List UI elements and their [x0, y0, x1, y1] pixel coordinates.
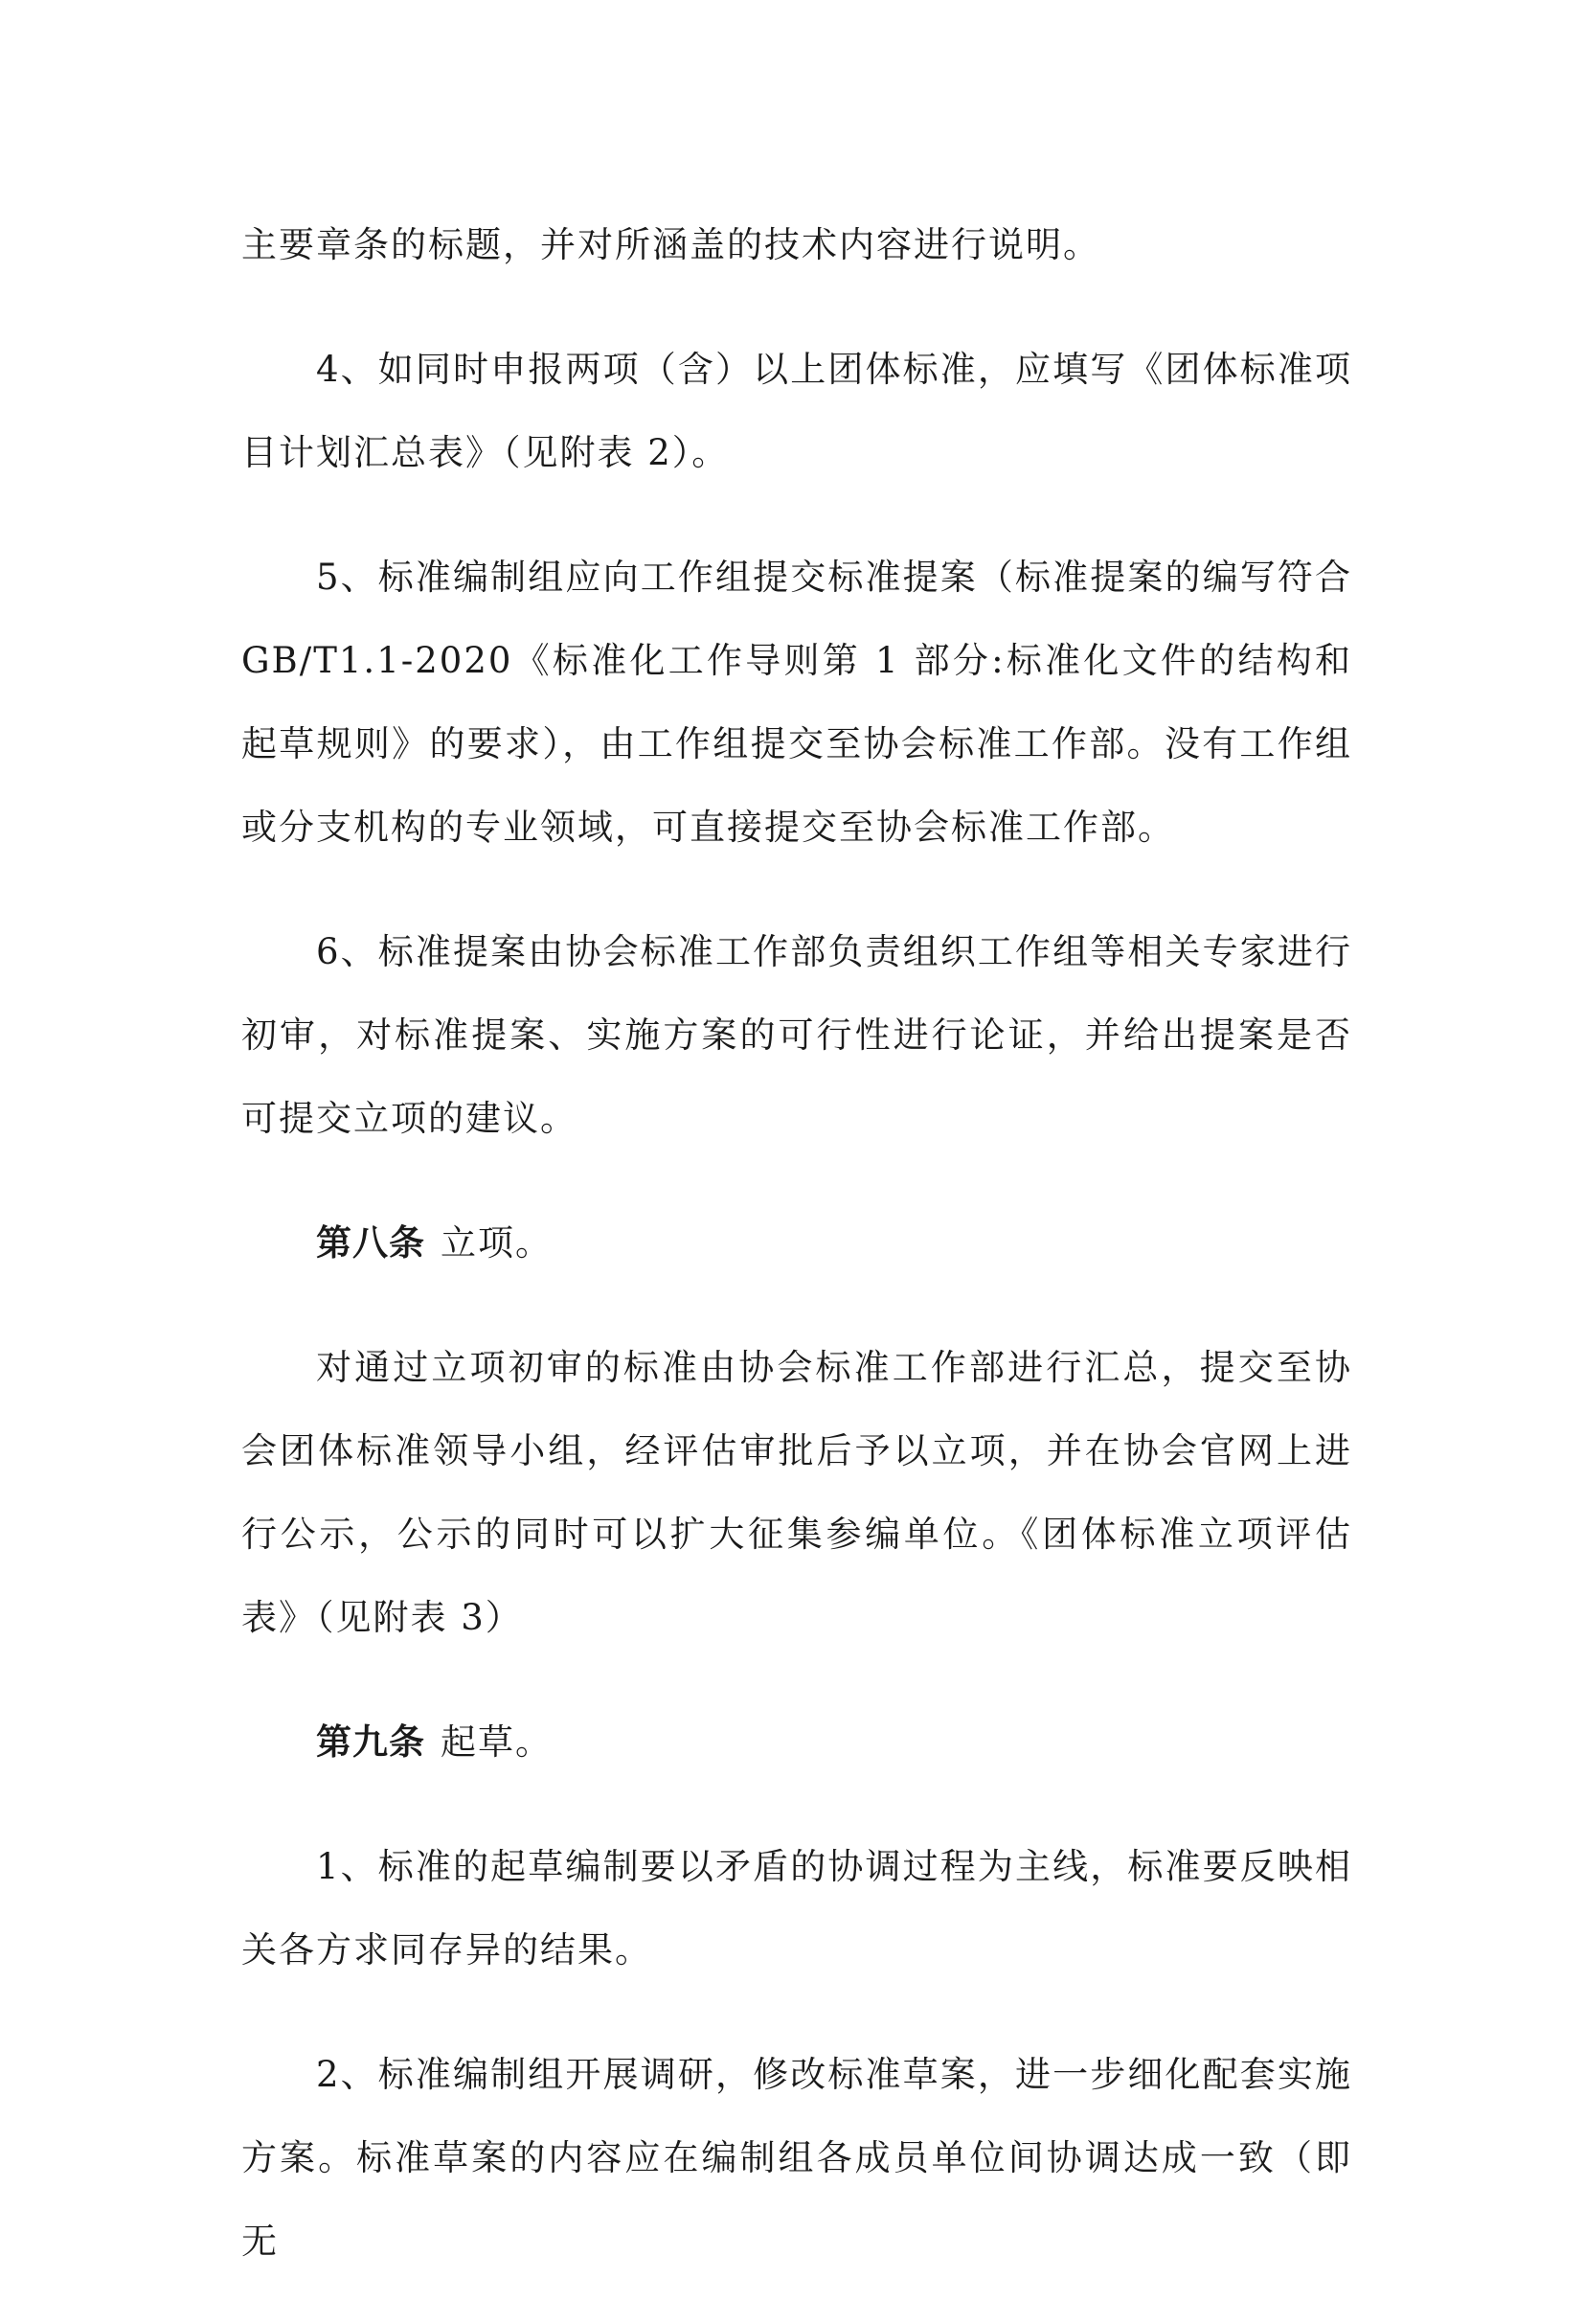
paragraph-item-6: 6、标准提案由协会标准工作部负责组织工作组等相关专家进行初审，对标准提案、实施方案的可行性进行论证，并给出提案是否可提交立项的建议。 [241, 931, 1352, 1139]
paragraph-item-5: 5、标准编制组应向工作组提交标准提案（标准提案的编写符合 GB/T1.1-2020《标准化工作导则第 1 部分:标准化文件的结构和起草规则》的要求），由工作组提交至协会标准工作部。没有工作组或分支机构的专业领域，可直接提交至协会标准工作部。 [241, 557, 1352, 848]
paragraph-article-9-item-2: 2、标准编制组开展调研，修改标准草案，进一步细化配套实施方案。标准草案的内容应在编制组各成员单位间协调达成一致（即无 [241, 2054, 1352, 2262]
paragraph-item-4: 4、如同时申报两项（含）以上团体标准，应填写《团体标准项目计划汇总表》（见附表 2）。 [241, 349, 1352, 473]
document-body [241, 203, 1352, 2324]
article-9-title: 起草。 [441, 1721, 553, 1763]
article-8-heading [241, 1201, 1352, 1285]
paragraph-article-9-item-1: 1、标准的起草编制要以矛盾的协调过程为主线，标准要反映相关各方求同存异的结果。 [241, 1846, 1352, 1971]
article-9-label: 第九条 [316, 1721, 425, 1763]
article-9-heading [241, 1700, 1352, 1784]
article-8-label: 第八条 [316, 1222, 425, 1264]
paragraph-article-8-body: 对通过立项初审的标准由协会标准工作部进行汇总，提交至协会团体标准领导小组，经评估审批后予以立项，并在协会官网上进行公示，公示的同时可以扩大征集参编单位。《团体标准立项评估表》（见附表 3） [241, 1347, 1352, 1638]
article-8-title: 立项。 [441, 1222, 553, 1264]
paragraph-continuation: 主要章条的标题，并对所涵盖的技术内容进行说明。 [241, 224, 1100, 265]
